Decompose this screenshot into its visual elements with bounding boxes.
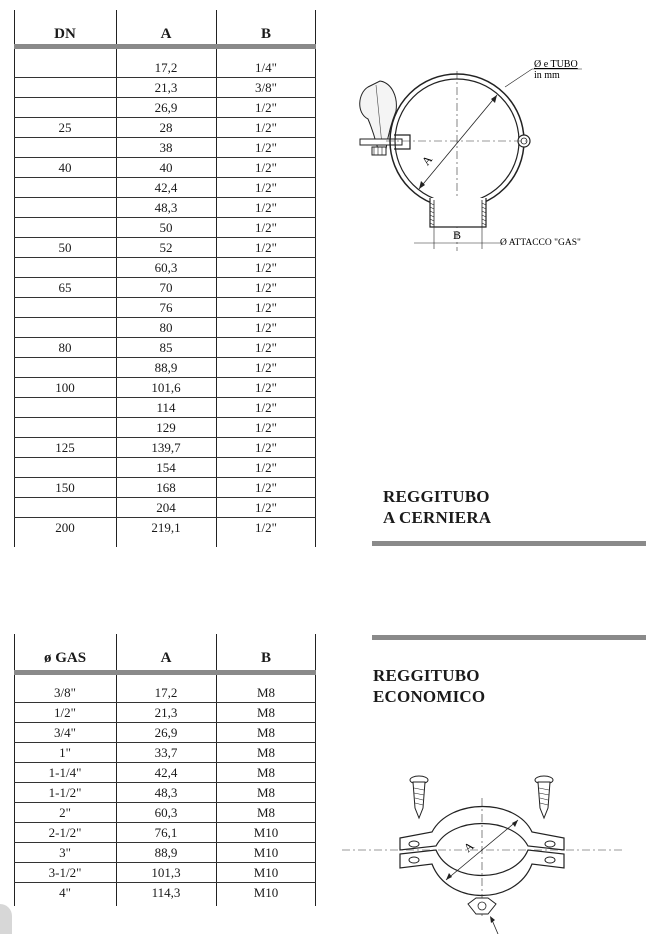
table-cell: 33,7 [154, 745, 178, 760]
economic-clamp-diagram [342, 768, 646, 934]
table-row [14, 378, 316, 398]
table-cell: 38 [159, 140, 173, 155]
table-row [14, 138, 316, 158]
table-row [14, 278, 316, 298]
table-cell: 21,3 [154, 80, 178, 95]
table-cell: M10 [253, 825, 279, 840]
table-row [14, 118, 316, 138]
dimension-a-label: A [460, 838, 477, 856]
table-cell: 139,7 [151, 440, 181, 455]
table-cell: M10 [253, 845, 279, 860]
table-row [14, 158, 316, 178]
dimension-table-cerniera [14, 10, 316, 547]
header-rule [14, 670, 316, 675]
table-row [14, 783, 316, 803]
table-row [14, 198, 316, 218]
header-a: A [160, 26, 172, 42]
table-row [14, 518, 316, 538]
table-cell: 25 [58, 120, 72, 135]
table-cell: M8 [256, 765, 276, 780]
table-cell: 1/2" [255, 180, 277, 195]
table-row [14, 238, 316, 258]
table-cell: 80 [159, 320, 173, 335]
table-row [14, 478, 316, 498]
tube-diameter-label: Ø e TUBO [534, 59, 578, 70]
product-title-cerniera [383, 486, 491, 528]
table-row [14, 358, 316, 378]
table-cell: M8 [256, 705, 276, 720]
table-cell: 2" [59, 805, 71, 820]
section-rule [372, 541, 646, 546]
table-cell: 21,3 [154, 705, 178, 720]
dimension-a-label: A [418, 152, 436, 169]
header-a: A [160, 650, 172, 666]
table-cell: 40 [159, 160, 173, 175]
header-dn: DN [54, 26, 76, 42]
table-cell: 48,3 [154, 785, 178, 800]
header-b: B [260, 26, 271, 42]
page-corner-mark [0, 904, 12, 934]
table-cell: 60,3 [154, 260, 178, 275]
title-line: A CERNIERA [383, 508, 492, 527]
title-line: REGGITUBO [383, 487, 490, 506]
dimension-b-label: B [453, 228, 462, 242]
table-row [14, 58, 316, 78]
table-cell: 1/4" [255, 60, 277, 75]
table-cell: 1/2" [255, 120, 277, 135]
header-b: B [260, 650, 271, 666]
table-row [14, 298, 316, 318]
table-cell: 3" [59, 845, 71, 860]
table-cell: 88,9 [154, 360, 178, 375]
table-cell: 1-1/2" [48, 785, 82, 800]
table-row [14, 418, 316, 438]
table-cell: 76,1 [154, 825, 178, 840]
table-row [14, 178, 316, 198]
table-cell: 1/2" [255, 420, 277, 435]
table-cell: 150 [55, 480, 75, 495]
table-cell: 125 [55, 440, 75, 455]
title-line: ECONOMICO [373, 687, 486, 706]
table-cell: 1/2" [255, 400, 277, 415]
attacco-gas-label: Ø ATTACCO "GAS" [500, 238, 581, 248]
table-cell: 80 [58, 340, 72, 355]
table-cell: 4" [59, 885, 71, 900]
table-cell: 3-1/2" [48, 865, 82, 880]
table-cell: 200 [55, 520, 75, 535]
table-row [14, 258, 316, 278]
table-cell: 3/4" [54, 725, 76, 740]
table-cell: 1/2" [255, 320, 277, 335]
table-row [14, 78, 316, 98]
table-cell: 65 [58, 280, 72, 295]
table-cell: 28 [159, 120, 173, 135]
table-cell: M8 [256, 805, 276, 820]
table-cell: 1/2" [255, 340, 277, 355]
table-row [14, 823, 316, 843]
table-cell: 3/8" [255, 80, 277, 95]
table-cell: 1/2" [255, 500, 277, 515]
table-row [14, 498, 316, 518]
table-cell: 1" [59, 745, 71, 760]
dimension-table-economico [14, 634, 316, 906]
table-cell: 26,9 [154, 100, 178, 115]
table-cell: 17,2 [154, 685, 178, 700]
table-cell: M8 [256, 785, 276, 800]
table-cell: 1/2" [255, 100, 277, 115]
hinged-clamp-diagram [350, 55, 646, 260]
table-row [14, 723, 316, 743]
table-cell: 40 [58, 160, 72, 175]
table-cell: 50 [58, 240, 72, 255]
table-row [14, 763, 316, 783]
table-cell: M8 [256, 725, 276, 740]
table-cell: 17,2 [154, 60, 178, 75]
table-cell: 1-1/4" [48, 765, 82, 780]
table-cell: 1/2" [255, 220, 277, 235]
table-cell: M10 [253, 885, 279, 900]
table-cell: 50 [159, 220, 173, 235]
table-cell: 1/2" [255, 480, 277, 495]
table-row [14, 863, 316, 883]
table-cell: M8 [256, 685, 276, 700]
table-cell: 100 [55, 380, 75, 395]
table-cell: 1/2" [255, 360, 277, 375]
table-cell: 70 [159, 280, 173, 295]
table-cell: 1/2" [255, 240, 277, 255]
table-cell: 168 [156, 480, 176, 495]
table-cell: 26,9 [154, 725, 178, 740]
section-rule [372, 635, 646, 640]
table-cell: 1/2" [255, 140, 277, 155]
table-cell: 48,3 [154, 200, 178, 215]
table-cell: 129 [156, 420, 176, 435]
table-row [14, 843, 316, 863]
table-cell: M10 [253, 865, 279, 880]
table-cell: 1/2" [255, 200, 277, 215]
table-cell: 1/2" [255, 380, 277, 395]
table-cell: 1/2" [255, 260, 277, 275]
table-row [14, 398, 316, 418]
table-cell: M8 [256, 745, 276, 760]
table-cell: 101,3 [151, 865, 181, 880]
table-row [14, 683, 316, 703]
tube-unit-label: in mm [534, 70, 560, 81]
table-cell: 154 [156, 460, 176, 475]
table-row [14, 218, 316, 238]
header-rule [14, 44, 316, 49]
table-cell: 85 [159, 340, 173, 355]
table-cell: 114 [156, 400, 176, 415]
header-gas: ø GAS [43, 650, 87, 666]
table-cell: 42,4 [154, 765, 178, 780]
table-row [14, 883, 316, 903]
table-cell: 1/2" [255, 160, 277, 175]
table-cell: 219,1 [151, 520, 181, 535]
table-cell: 3/8" [54, 685, 76, 700]
table-row [14, 98, 316, 118]
table-cell: 1/2" [255, 520, 277, 535]
table-cell: 76 [159, 300, 173, 315]
table-cell: 52 [159, 240, 173, 255]
table-cell: 101,6 [151, 380, 181, 395]
table-cell: 1/2" [54, 705, 76, 720]
title-line: REGGITUBO [373, 666, 480, 685]
table-cell: 204 [156, 500, 176, 515]
table-row [14, 438, 316, 458]
table-cell: 1/2" [255, 460, 277, 475]
table-cell: 88,9 [154, 845, 178, 860]
table-row [14, 803, 316, 823]
table-cell: 114,3 [151, 885, 181, 900]
table-row [14, 318, 316, 338]
table-row [14, 743, 316, 763]
table-row [14, 458, 316, 478]
product-title-economico [373, 665, 485, 707]
table-cell: 2-1/2" [48, 825, 82, 840]
table-cell: 60,3 [154, 805, 178, 820]
table-cell: 1/2" [255, 280, 277, 295]
table-cell: 42,4 [154, 180, 178, 195]
table-cell: 1/2" [255, 300, 277, 315]
table-cell: 1/2" [255, 440, 277, 455]
table-row [14, 338, 316, 358]
table-row [14, 703, 316, 723]
